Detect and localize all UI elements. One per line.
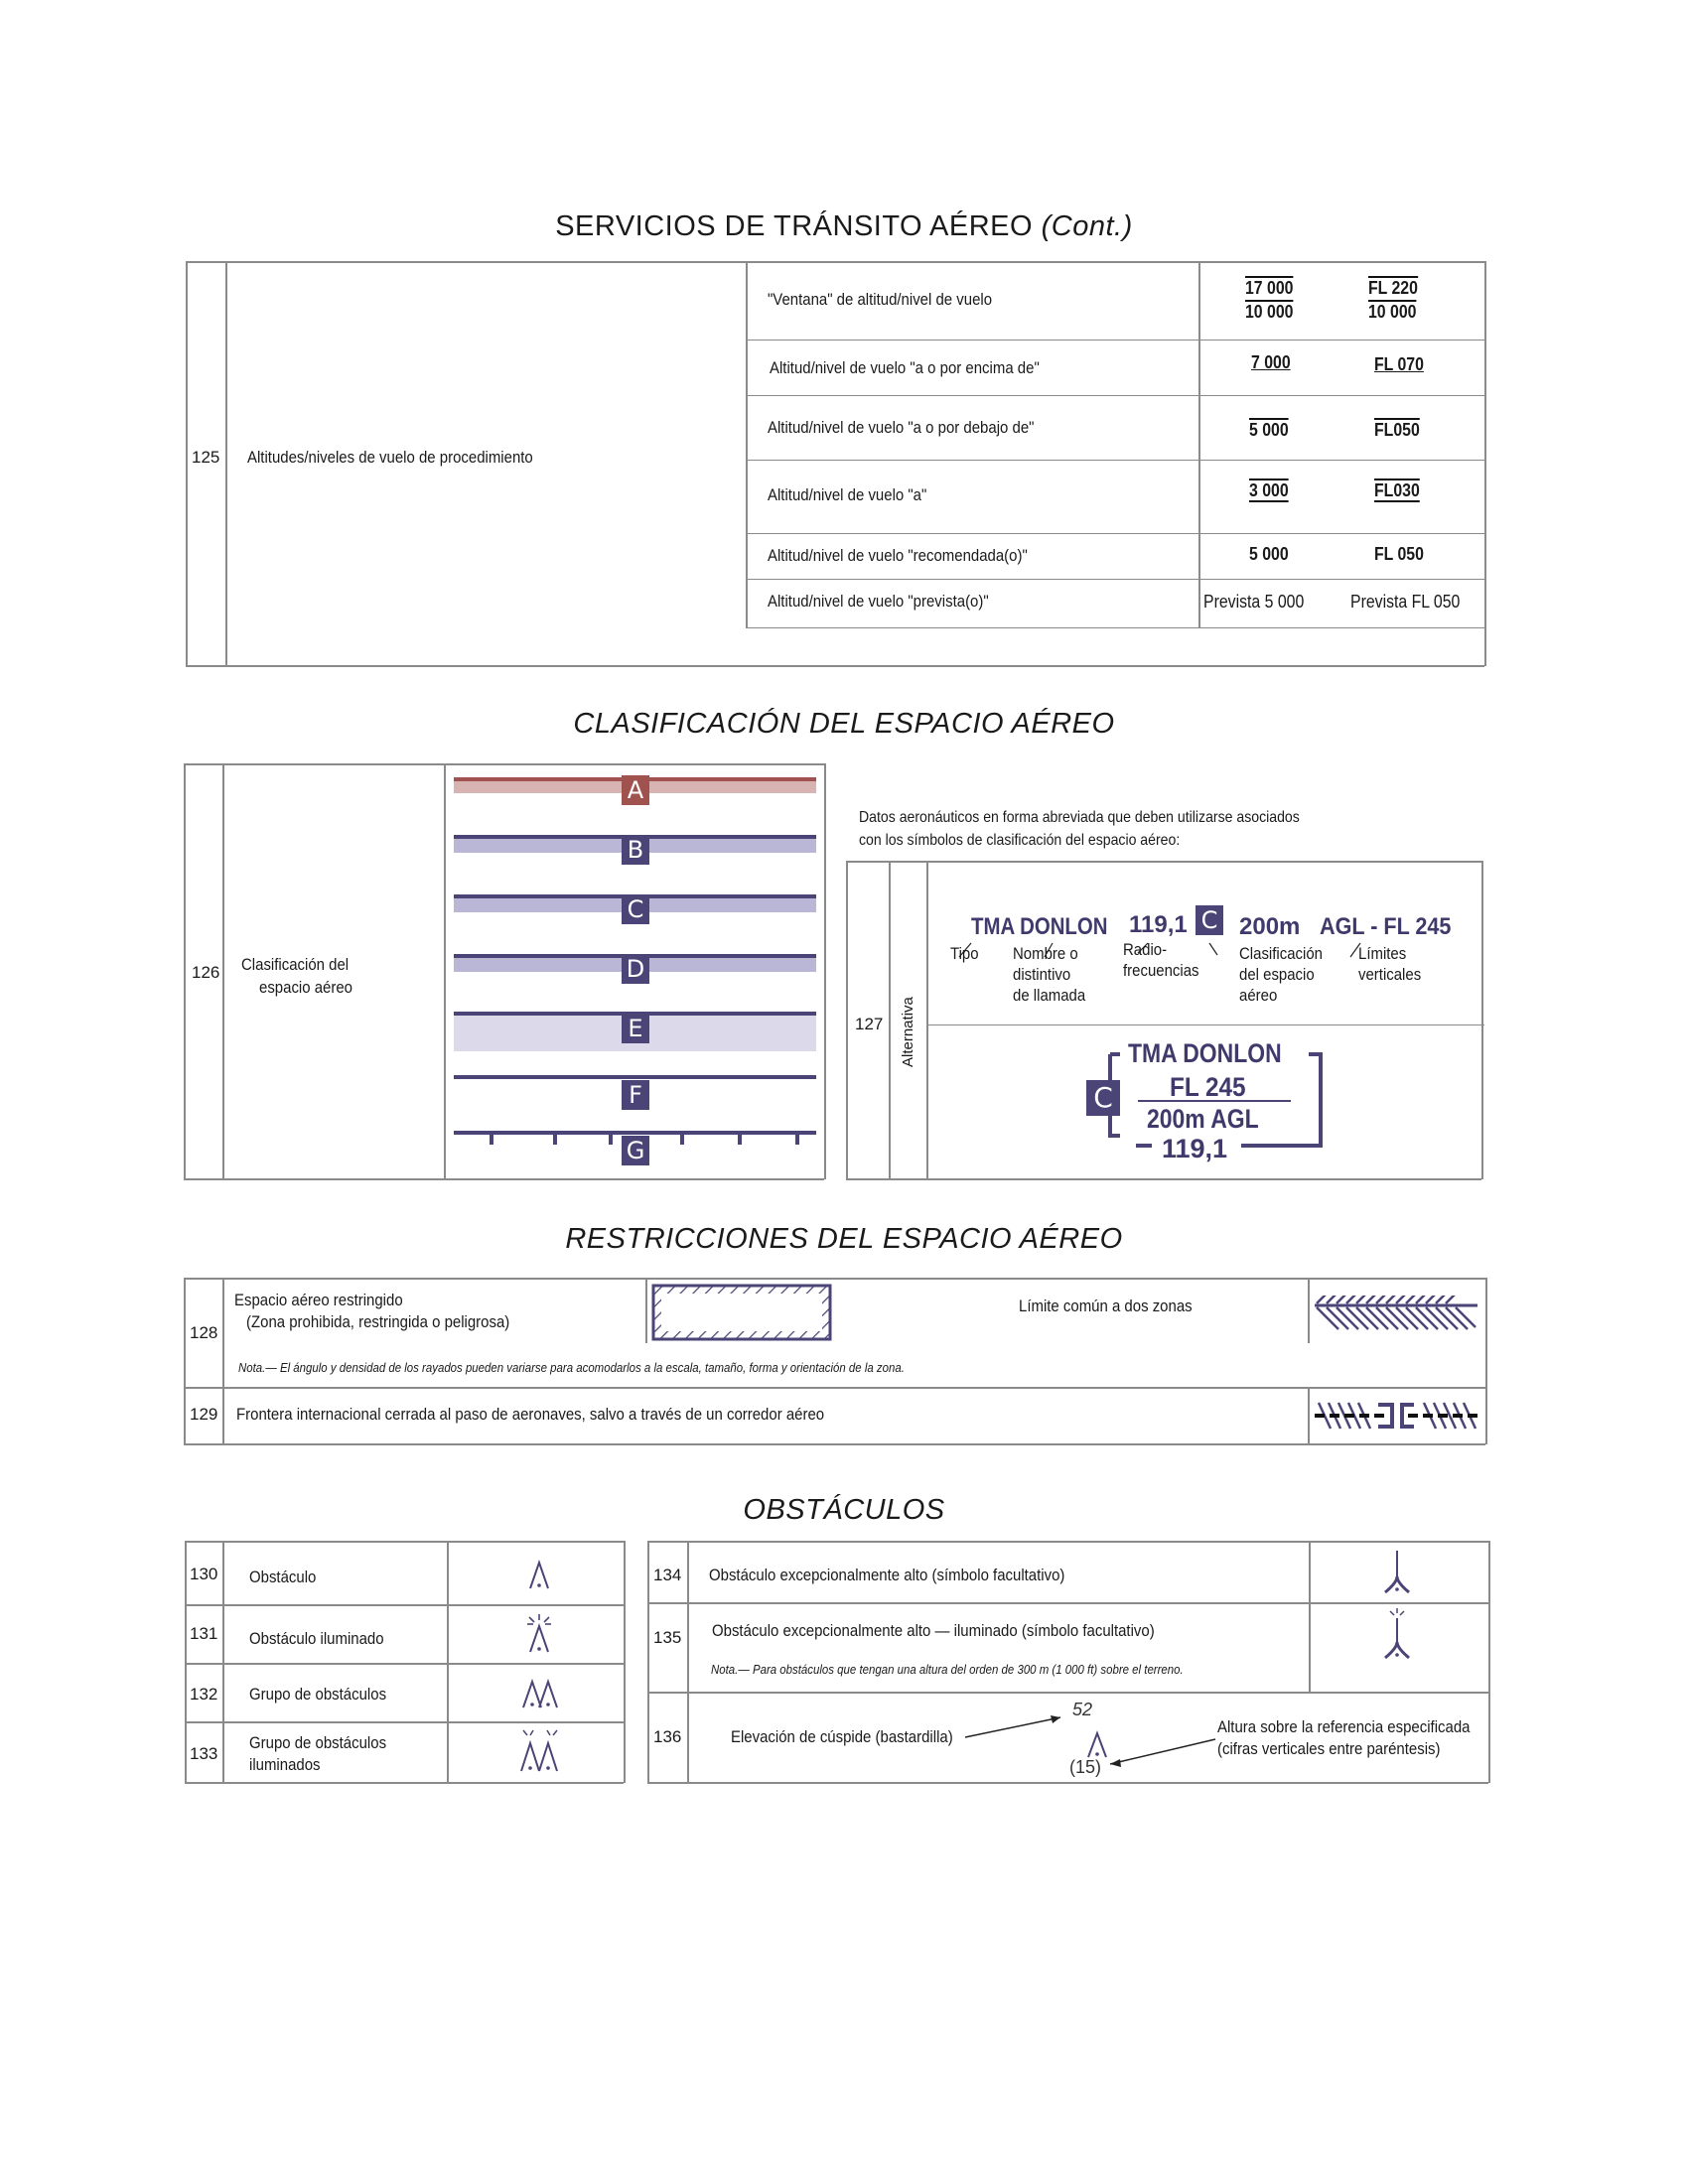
expected-alt: Prevista 5 000 (1203, 592, 1305, 612)
caption-type: Tipo (950, 944, 979, 963)
caption-class-3: aéreo (1239, 986, 1278, 1005)
row-number: 125 (192, 448, 220, 467)
ats-title-text: SERVICIOS DE TRÁNSITO AÉREO (555, 210, 1034, 242)
peak-elevation-value: 52 (1072, 1700, 1093, 1719)
ats-section-title (0, 210, 1688, 243)
below-alt: 5 000 (1249, 420, 1289, 440)
below-fl: FL050 (1374, 420, 1420, 440)
row-number: 128 (190, 1323, 218, 1342)
tall-obstacle-note: Nota.— Para obstáculos que tengan una altura del orden de 300 m (1 000 ft) sobre el terreno. (711, 1662, 1184, 1677)
caption-class-1: Clasificación (1239, 944, 1323, 963)
window-alt-top: 17 000 (1245, 278, 1294, 298)
ats-title-cont: (Cont.) (1041, 210, 1133, 242)
window-fl-bottom: 10 000 (1368, 302, 1417, 322)
peak-elevation-label: Elevación de cúspide (bastardilla) (731, 1727, 953, 1746)
tall-lighted-obstacle-label: Obstáculo excepcionalmente alto — iluminado (símbolo facultativo) (712, 1621, 1155, 1640)
window-fl-top: FL 220 (1368, 278, 1418, 298)
boxed-tma-name: TMA DONLON (1128, 1038, 1282, 1068)
intro-line1: Datos aeronáuticos en forma abreviada que deben utilizarse asociados (859, 809, 1300, 826)
class-e-badge: E (622, 1014, 649, 1043)
common-limit-label: Límite común a dos zonas (1019, 1297, 1193, 1315)
row-number: 133 (190, 1744, 218, 1763)
height-ref-label-1: Altura sobre la referencia especificada (1217, 1717, 1471, 1736)
caption-name-2: distintivo (1013, 965, 1071, 984)
item-label: Altitud/nivel de vuelo "a" (768, 485, 927, 504)
recommended-alt: 5 000 (1249, 544, 1289, 564)
class-f-badge: F (622, 1080, 649, 1110)
row-number: 131 (190, 1624, 218, 1643)
item-label: Altitud/nivel de vuelo "recomendada(o)" (768, 546, 1028, 565)
alternative-label: Alternativa (900, 997, 916, 1067)
class-d-badge: D (622, 954, 649, 984)
item-label: "Ventana" de altitud/nivel de vuelo (768, 290, 993, 309)
at-fl: FL030 (1374, 480, 1420, 500)
item-label: Altitud/nivel de vuelo "a o por debajo de" (768, 418, 1035, 437)
above-fl: FL 070 (1374, 354, 1424, 374)
class-c-badge-boxed: C (1086, 1080, 1120, 1116)
expected-fl: Prevista FL 050 (1350, 592, 1461, 612)
row-label-line1: Clasificación del (241, 955, 350, 974)
row-label-line2: espacio aéreo (259, 978, 352, 997)
lighted-obstacle-icon (523, 1612, 555, 1656)
caption-name-3: de llamada (1013, 986, 1086, 1005)
tall-lighted-obstacle-icon (1380, 1606, 1414, 1662)
upper-limit: AGL - FL 245 (1320, 913, 1452, 940)
class-a-badge: A (622, 775, 649, 805)
hatch-note: Nota.— El ángulo y densidad de los rayados pueden variarse para acomodarlos a la escala, tamaño, forma y orientación de la zona. (238, 1360, 905, 1375)
caption-radio-2: frecuencias (1123, 961, 1199, 980)
class-b-badge: B (622, 835, 649, 865)
row-number: 132 (190, 1685, 218, 1704)
frequency: 119,1 (1129, 911, 1188, 938)
height-value: (15) (1069, 1757, 1102, 1777)
item-label: Altitud/nivel de vuelo "a o por encima de" (770, 358, 1040, 377)
tall-obstacle-label: Obstáculo excepcionalmente alto (símbolo facultativo) (709, 1566, 1065, 1584)
obstacle-icon (526, 1559, 552, 1592)
tma-name: TMA DONLON (971, 913, 1108, 940)
lighted-group-label-1: Grupo de obstáculos (249, 1733, 387, 1752)
row-number: 134 (653, 1566, 682, 1584)
recommended-fl: FL 050 (1374, 544, 1424, 564)
lighted-obstacle-group-icon (517, 1727, 563, 1775)
boxed-lower: 200m AGL (1147, 1104, 1259, 1134)
border-closed-label: Frontera internacional cerrada al paso de aeronaves, salvo a través de un corredor aéreo (236, 1405, 825, 1424)
caption-limits-1: Límites (1358, 944, 1407, 963)
boxed-fl: FL 245 (1170, 1072, 1246, 1102)
row-number: 136 (653, 1727, 682, 1746)
caption-limits-2: verticales (1358, 965, 1422, 984)
at-alt: 3 000 (1249, 480, 1289, 500)
restrictions-section-title: RESTRICCIONES DEL ESPACIO AÉREO (565, 1223, 1123, 1255)
class-c-badge-inline: C (1196, 905, 1223, 935)
lighted-group-label-2: iluminados (249, 1755, 321, 1774)
class-c-badge: C (622, 894, 649, 924)
obstacle-group-icon (520, 1676, 560, 1711)
height-ref-label-2: (cifras verticales entre paréntesis) (1217, 1739, 1441, 1758)
classification-section-title: CLASIFICACIÓN DEL ESPACIO AÉREO (573, 708, 1115, 740)
row-number: 126 (192, 963, 220, 982)
tall-obstacle-icon (1382, 1549, 1412, 1596)
lighted-obstacle-label: Obstáculo iluminado (249, 1629, 384, 1648)
row-number: 127 (855, 1015, 884, 1033)
caption-class-2: del espacio (1239, 965, 1315, 984)
caption-name-1: Nombre o (1013, 944, 1078, 963)
window-alt-bottom: 10 000 (1245, 302, 1294, 322)
item-label: Altitud/nivel de vuelo "prevista(o)" (768, 592, 989, 611)
common-boundary-icon (1313, 1296, 1479, 1335)
row-label: Altitudes/niveles de vuelo de procedimiento (247, 448, 533, 467)
restricted-label-1: Espacio aéreo restringido (234, 1291, 403, 1309)
restricted-area-hatch-icon (651, 1284, 834, 1343)
caption-radio-1: Radio- (1123, 940, 1168, 959)
intro-line2: con los símbolos de clasificación del espacio aéreo: (859, 832, 1181, 849)
obstacle-label: Obstáculo (249, 1568, 317, 1586)
closed-border-corridor-icon (1313, 1395, 1481, 1436)
obstacles-section-title: OBSTÁCULOS (743, 1494, 945, 1526)
boxed-frequency: 119,1 (1162, 1134, 1228, 1163)
restricted-label-2: (Zona prohibida, restringida o peligrosa) (246, 1312, 510, 1331)
row-number: 130 (190, 1565, 218, 1583)
row-number: 135 (653, 1628, 682, 1647)
class-g-badge: G (622, 1136, 649, 1165)
above-alt: 7 000 (1251, 352, 1291, 372)
lower-limit: 200m (1239, 913, 1301, 940)
obstacle-group-label: Grupo de obstáculos (249, 1685, 387, 1704)
row-number: 129 (190, 1405, 218, 1424)
